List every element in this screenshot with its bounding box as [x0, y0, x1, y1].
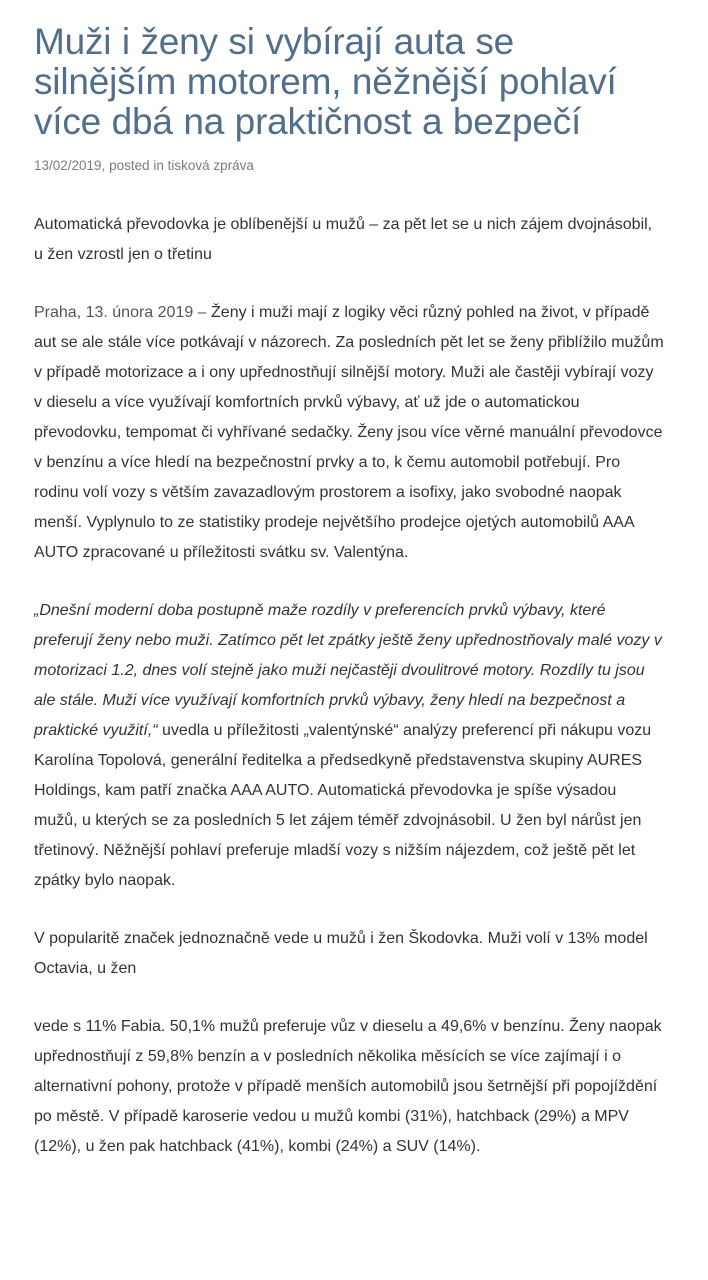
- paragraph-stats: vede s 11% Fabia. 50,1% mužů preferuje vůz v dieselu a 49,6% v benzínu. Ženy naopak upřednostňují z 59,8% benzín a v posledních několika měsících se více zajímají i o alternativní pohony, protože v případě menších automobilů jsou šetrnější při popojíždění po městě. V případě karoserie vedou u mužů kombi (31%), hatchback (29%) a MPV (12%), u žen pak hatchback (41%), kombi (24%) a SUV (14%).: [34, 1018, 662, 1155]
- page-title: Muži i ženy si vybírají auta se silnějším motorem, něžnější pohlaví více dbá na praktičnost a bezpečí: [34, 21, 617, 142]
- quote-text: „Dnešní moderní doba postupně maže rozdíly v preferencích prvků výbavy, které preferují ženy nebo muži. Zatímco pět let zpátky ještě ženy upřednostňovaly malé vozy v motorizaci 1.2, dnes volí stejně jako muži nejčastěji dvoulitrové motory. Rozdíly tu jsou ale stále. Muži více využívají komfortních prvků výbavy, ženy hledí na bezpečnost a praktické využití,“: [34, 602, 662, 739]
- quote-attribution: uvedla u příležitosti „valentýnské“ analýzy preferencí při nákupu vozu Karolína Topolová, generální ředitelka a předsedkyně představenstva skupiny AURES Holdings, kam patří značka AAA AUTO. Automatická převodovka je spíše výsadou mužů, u kterých se za posledních 5 let zájem téměř zdvojnásobil. U žen byl nárůst jen třetinový. Něžnější pohlaví preferuje mladší vozy s nižším nájezdem, což ještě pět let zpátky bylo naopak.: [34, 722, 652, 889]
- paragraph-lead: Automatická převodovka je oblíbenější u mužů – za pět let se u nich zájem dvojnásobil, u žen vzrostl jen o třetinu: [34, 216, 653, 263]
- summary-text: Ženy i muži mají z logiky věci různý pohled na život, v případě aut se ale stále více potkávají v názorech. Za posledních pět let se ženy přiblížilo mužům v případě motorizace a i ony upřednostňují silnější motory. Muži ale častěji vybírají vozy v dieselu a více využívají komfortních prvků výbavy, ať už jde o automatickou převodovku, tempomat či vyhřívané sedačky. Ženy jsou více věrné manuální převodovce v benzínu a více hledí na bezpečnostní prvky a to, k čemu automobil potřebují. Pro rodinu volí vozy s větším zavazadlovým prostorem a isofixy, jako svobodné naopak menší. Vyplynulo to ze statistiky prodeje největšího prodejce ojetých automobilů AAA AUTO zpracované u příležitosti svátku sv. Valentýna.: [34, 304, 664, 561]
- paragraph-summary: [34, 298, 664, 568]
- paragraph-quote: [34, 596, 664, 896]
- article-meta: 13/02/2019, posted in tisková zpráva: [34, 158, 254, 173]
- dateline: Praha, 13. února 2019 –: [34, 304, 212, 321]
- paragraph-brands: V popularitě značek jednoznačně vede u mužů i žen Škodovka. Muži volí v 13% model Octavia, u žen: [34, 930, 648, 977]
- article-body: [34, 210, 664, 1162]
